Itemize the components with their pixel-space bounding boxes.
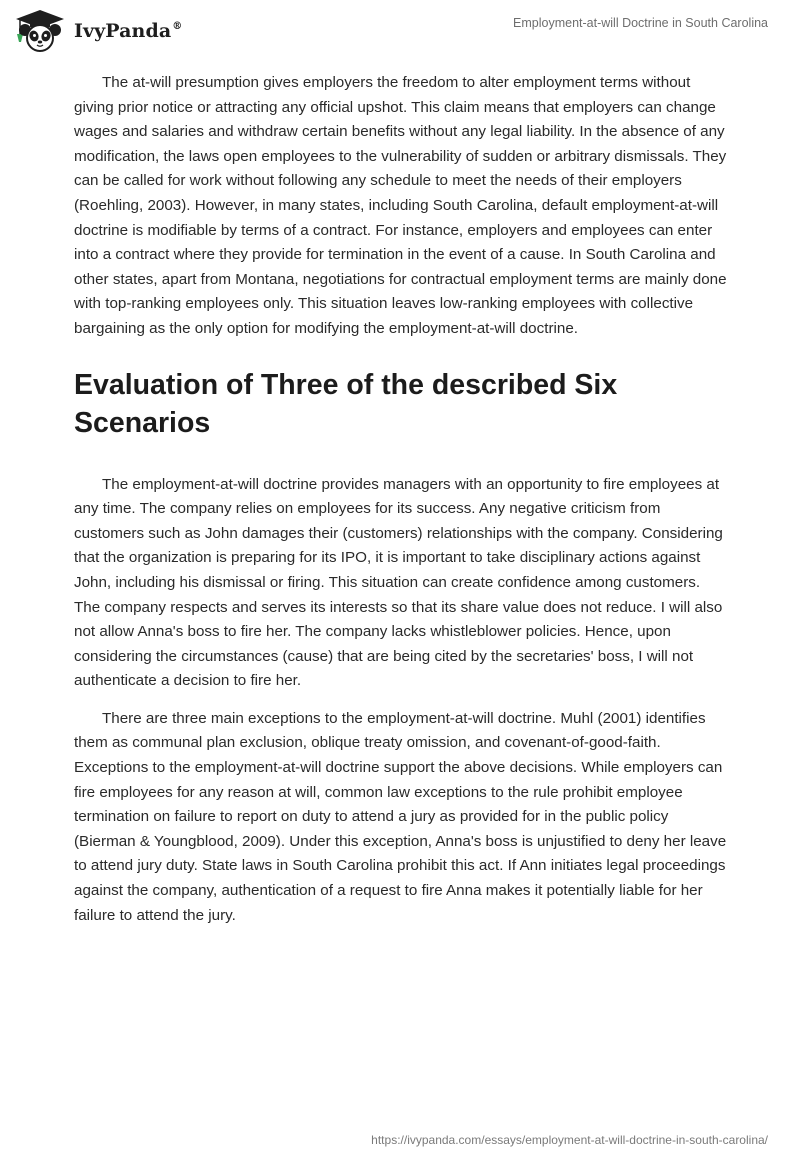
source-url[interactable]: https://ivypanda.com/essays/employment-at-will-doctrine-in-south-carolina/: [371, 1133, 768, 1147]
panda-mortarboard-icon: [12, 8, 68, 52]
page-header: [0, 0, 800, 60]
brand-name: IvyPanda: [74, 20, 172, 42]
document-title: Employment-at-will Doctrine in South Carolina: [513, 16, 768, 30]
brand-name-wrapper: [74, 20, 182, 42]
paragraph-2: The employment-at-will doctrine provides managers with an opportunity to fire employees at any time. The company relies on employees for its success. Any negative criticism from customers such as John damages their (customers) relationships with the company. Considering that the organization is preparing for its IPO, it is important to take disciplinary actions against John, including his dismissal or firing. This situation can create confidence among customers. The company respects and serves its interests so that its share value does not reduce. I will also not allow Anna's boss to fire her. The company lacks whistleblower policies. Hence, upon considering the circumstances (cause) that are being cited by the secretaries' boss, I will not authenticate a decision to fire her.: [74, 475, 723, 690]
paragraph-1: The at-will presumption gives employers the freedom to alter employment terms without giving prior notice or attracting any official upshot. This claim means that employers can change wages and salaries and withdraw certain benefits without any legal liability. In the absence of any modification, the laws open employees to the vulnerability of sudden or arbitrary dismissals. They can be called for work without following any schedule to meet the needs of their employers (Roehling, 2003). However, in many states, including South Carolina, default employment-at-will doctrine is modifiable by terms of a contract. For instance, employers and employees can enter into a contract where they provide for termination in the event of a cause. In South Carolina and other states, apart from Montana, negotiations for contractual employment terms are mainly done with top-ranking employees only. This situation leaves low-ranking employees with collective bargaining as the only option for modifying the employment-at-will doctrine.: [74, 74, 727, 337]
registered-mark: ®: [172, 21, 183, 32]
paragraph-3: There are three main exceptions to the employment-at-will doctrine. Muhl (2001) identifies them as communal plan exclusion, oblique treaty omission, and covenant-of-good-faith. Exceptions to the employment-at-will doctrine support the above decisions. While employers can fire employees for any reason at will, common law exceptions to the rule prohibit employee termination on failure to report on duty to attend a jury as provided for in the public policy (Bierman & Youngblood, 2009). Under this exception, Anna's boss is unjustified to deny her leave to attend jury duty. State laws in South Carolina prohibit this act. If Ann initiates legal proceedings against the company, authentication of a request to fire Anna makes it potentially liable for her failure to attend the jury.: [74, 709, 727, 924]
essay-content: [74, 71, 730, 928]
ivypanda-logo[interactable]: [12, 8, 182, 52]
section-heading: Evaluation of Three of the described Six Scenarios: [74, 368, 618, 439]
